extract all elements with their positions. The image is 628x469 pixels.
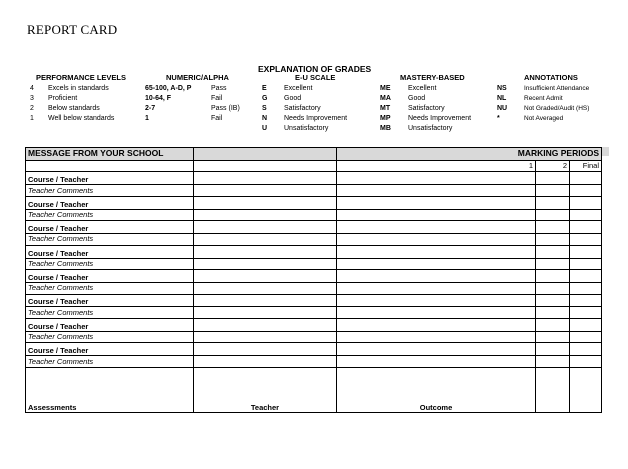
assessment-cell[interactable] bbox=[536, 367, 570, 412]
teacher-comments-label: Teacher Comments bbox=[26, 331, 194, 343]
course-row bbox=[26, 294, 602, 307]
course-teacher-label: Course / Teacher bbox=[26, 294, 194, 307]
comment-cell[interactable] bbox=[194, 307, 337, 319]
comment-row bbox=[26, 234, 602, 246]
teacher-comments-label: Teacher Comments bbox=[26, 356, 194, 368]
grade-cell[interactable] bbox=[337, 294, 536, 307]
numeric-text: Pass (IB) bbox=[211, 105, 240, 112]
grade-cell[interactable] bbox=[337, 196, 536, 209]
comment-cell[interactable] bbox=[194, 282, 337, 294]
comment-row bbox=[26, 356, 602, 368]
period-1-grade[interactable] bbox=[536, 270, 570, 283]
period-1-grade[interactable] bbox=[536, 172, 570, 185]
comment-row bbox=[26, 282, 602, 294]
eu-texts bbox=[284, 84, 347, 134]
comment-cell[interactable] bbox=[536, 185, 570, 197]
comment-cell[interactable] bbox=[337, 356, 536, 368]
mastery-codes bbox=[380, 84, 391, 134]
header-shading-tail bbox=[601, 147, 609, 156]
course-row bbox=[26, 221, 602, 234]
mastery-text: Unsatisfactory bbox=[408, 125, 453, 132]
grade-cell[interactable] bbox=[337, 172, 536, 185]
eu-text: Excellent bbox=[284, 85, 313, 92]
course-row bbox=[26, 172, 602, 185]
comment-cell[interactable] bbox=[337, 331, 536, 343]
period-2-grade[interactable] bbox=[570, 318, 602, 331]
final-grade[interactable] bbox=[570, 282, 602, 294]
eu-text: Good bbox=[284, 95, 302, 102]
assessment-cell[interactable] bbox=[570, 367, 602, 412]
comment-cell[interactable] bbox=[337, 234, 536, 246]
comment-cell[interactable] bbox=[337, 185, 536, 197]
eu-code: G bbox=[262, 95, 268, 102]
performance-code: 2 bbox=[30, 105, 34, 112]
course-row bbox=[26, 196, 602, 209]
numeric-code: 65-100, A-D, P bbox=[145, 85, 192, 92]
comment-cell[interactable] bbox=[194, 331, 337, 343]
course-teacher-label: Course / Teacher bbox=[26, 343, 194, 356]
grade-cell[interactable] bbox=[337, 245, 536, 258]
final-grade[interactable] bbox=[570, 185, 602, 197]
grade-cell[interactable] bbox=[337, 318, 536, 331]
course-row bbox=[26, 245, 602, 258]
eu-text: Unsatisfactory bbox=[284, 125, 329, 132]
comment-cell[interactable] bbox=[337, 209, 536, 221]
blank-cell bbox=[26, 160, 194, 172]
message-cell[interactable] bbox=[194, 148, 337, 161]
course-teacher-label: Course / Teacher bbox=[26, 245, 194, 258]
grade-cell[interactable] bbox=[194, 270, 337, 283]
comment-cell[interactable] bbox=[337, 307, 536, 319]
course-row bbox=[26, 270, 602, 283]
final-grade[interactable] bbox=[570, 356, 602, 368]
course-teacher-label: Course / Teacher bbox=[26, 172, 194, 185]
course-teacher-label: Course / Teacher bbox=[26, 221, 194, 234]
performance-code: 4 bbox=[30, 85, 34, 92]
message-from-school-header: MESSAGE FROM YOUR SCHOOL bbox=[26, 148, 194, 161]
period-1-grade[interactable] bbox=[536, 343, 570, 356]
course-row bbox=[26, 343, 602, 356]
teacher-comments-label: Teacher Comments bbox=[26, 307, 194, 319]
period-1-grade[interactable] bbox=[536, 318, 570, 331]
teacher-comments-label: Teacher Comments bbox=[26, 185, 194, 197]
mastery-text: Good bbox=[408, 95, 426, 102]
teacher-comments-label: Teacher Comments bbox=[26, 258, 194, 270]
comment-cell[interactable] bbox=[536, 258, 570, 270]
numeric-code: 10-64, F bbox=[145, 95, 172, 102]
grade-cell[interactable] bbox=[194, 245, 337, 258]
annotation-code: NL bbox=[497, 95, 507, 102]
period-1-grade[interactable] bbox=[536, 221, 570, 234]
final-grade[interactable] bbox=[570, 307, 602, 319]
grade-cell[interactable] bbox=[337, 270, 536, 283]
performance-code: 1 bbox=[30, 115, 34, 122]
final-grade[interactable] bbox=[570, 234, 602, 246]
course-teacher-label: Course / Teacher bbox=[26, 318, 194, 331]
grade-cell[interactable] bbox=[194, 343, 337, 356]
comment-cell[interactable] bbox=[536, 331, 570, 343]
comment-cell[interactable] bbox=[536, 356, 570, 368]
numeric-texts bbox=[211, 84, 240, 124]
annotation-text: Recent Admit bbox=[524, 95, 563, 102]
grade-cell[interactable] bbox=[194, 172, 337, 185]
course-teacher-label: Course / Teacher bbox=[26, 196, 194, 209]
teacher-comments-label: Teacher Comments bbox=[26, 234, 194, 246]
grade-cell[interactable] bbox=[337, 221, 536, 234]
comment-row bbox=[26, 258, 602, 270]
performance-text: Below standards bbox=[48, 105, 100, 112]
numeric-codes bbox=[145, 84, 191, 124]
final-grade[interactable] bbox=[570, 331, 602, 343]
performance-codes bbox=[30, 84, 34, 124]
grade-cell[interactable] bbox=[194, 221, 337, 234]
comment-row bbox=[26, 307, 602, 319]
numeric-code: 1 bbox=[145, 115, 149, 122]
performance-header: PERFORMANCE LEVELS bbox=[36, 73, 127, 82]
assessments-label: Assessments bbox=[26, 367, 194, 412]
comment-cell[interactable] bbox=[194, 185, 337, 197]
comment-cell[interactable] bbox=[337, 258, 536, 270]
assessment-outcome-label: Outcome bbox=[337, 367, 536, 412]
mastery-code: MA bbox=[380, 95, 391, 102]
assessment-teacher-label: Teacher bbox=[194, 367, 337, 412]
period-final-label: Final bbox=[570, 160, 602, 172]
period-2-grade[interactable] bbox=[570, 221, 602, 234]
eu-header: E-U SCALE bbox=[295, 73, 336, 82]
period-1-grade[interactable] bbox=[536, 294, 570, 307]
mastery-texts bbox=[408, 84, 471, 134]
numeric-code: 2-7 bbox=[145, 105, 156, 112]
mastery-code: ME bbox=[380, 85, 391, 92]
grade-cell[interactable] bbox=[194, 196, 337, 209]
grid-header-row bbox=[26, 148, 602, 161]
teacher-comments-label: Teacher Comments bbox=[26, 282, 194, 294]
annotation-code: * bbox=[497, 115, 500, 122]
comment-cell[interactable] bbox=[337, 282, 536, 294]
period-2-grade[interactable] bbox=[570, 343, 602, 356]
annotation-codes bbox=[497, 84, 507, 124]
period-1-grade[interactable] bbox=[536, 245, 570, 258]
comment-cell[interactable] bbox=[536, 209, 570, 221]
annotation-texts bbox=[524, 84, 589, 124]
final-grade[interactable] bbox=[570, 209, 602, 221]
period-1-label: 1 bbox=[337, 160, 536, 172]
teacher-comments-label: Teacher Comments bbox=[26, 209, 194, 221]
annotation-text: Not Averaged bbox=[524, 115, 564, 122]
performance-text: Proficient bbox=[48, 95, 78, 102]
comment-cell[interactable] bbox=[536, 282, 570, 294]
period-1-grade[interactable] bbox=[536, 196, 570, 209]
mastery-text: Needs Improvement bbox=[408, 115, 472, 122]
comment-row bbox=[26, 209, 602, 221]
eu-text: Satisfactory bbox=[284, 105, 321, 112]
comment-row bbox=[26, 331, 602, 343]
eu-text: Needs Improvement bbox=[284, 115, 348, 122]
period-2-grade[interactable] bbox=[570, 294, 602, 307]
mastery-text: Excellent bbox=[408, 85, 437, 92]
period-2-grade[interactable] bbox=[570, 172, 602, 185]
comment-cell[interactable] bbox=[536, 234, 570, 246]
assessments-row bbox=[26, 367, 602, 412]
comment-cell[interactable] bbox=[194, 258, 337, 270]
grade-cell[interactable] bbox=[337, 343, 536, 356]
grade-cell[interactable] bbox=[194, 294, 337, 307]
comment-cell[interactable] bbox=[536, 307, 570, 319]
mastery-header: MASTERY-BASED bbox=[400, 73, 465, 82]
mastery-code: MP bbox=[380, 115, 391, 122]
grade-cell[interactable] bbox=[194, 318, 337, 331]
eu-code: E bbox=[262, 85, 267, 92]
marking-periods-header: MARKING PERIODS bbox=[337, 148, 602, 161]
annotation-text: Insufficient Attendance bbox=[524, 85, 590, 92]
legend-title: EXPLANATION OF GRADES bbox=[258, 64, 372, 74]
blank-cell bbox=[194, 160, 337, 172]
performance-code: 3 bbox=[30, 95, 34, 102]
mastery-text: Satisfactory bbox=[408, 105, 445, 112]
grades-table bbox=[25, 147, 602, 413]
period-2-grade[interactable] bbox=[570, 270, 602, 283]
numeric-text: Pass bbox=[211, 85, 227, 92]
annotation-code: NU bbox=[497, 105, 508, 112]
numeric-text: Fail bbox=[211, 115, 223, 122]
comment-row bbox=[26, 185, 602, 197]
comment-cell[interactable] bbox=[194, 234, 337, 246]
eu-codes bbox=[262, 84, 267, 134]
period-2-grade[interactable] bbox=[570, 245, 602, 258]
mastery-code: MB bbox=[380, 125, 391, 132]
annotations-header: ANNOTATIONS bbox=[524, 73, 578, 82]
numeric-text: Fail bbox=[211, 95, 223, 102]
eu-code: U bbox=[262, 125, 268, 132]
performance-text: Excels in standards bbox=[48, 85, 109, 92]
performance-texts bbox=[48, 84, 114, 124]
annotation-code: NS bbox=[497, 85, 507, 92]
eu-code: N bbox=[262, 115, 268, 122]
course-teacher-label: Course / Teacher bbox=[26, 270, 194, 283]
period-2-label: 2 bbox=[536, 160, 570, 172]
mastery-code: MT bbox=[380, 105, 391, 112]
annotation-text: Not Graded/Audit (HS) bbox=[524, 105, 590, 112]
eu-code: S bbox=[262, 105, 267, 112]
period-label-row bbox=[26, 160, 602, 172]
performance-text: Well below standards bbox=[48, 115, 115, 122]
final-grade[interactable] bbox=[570, 258, 602, 270]
comment-cell[interactable] bbox=[194, 209, 337, 221]
page-title: REPORT CARD bbox=[27, 22, 118, 37]
course-row bbox=[26, 318, 602, 331]
comment-cell[interactable] bbox=[194, 356, 337, 368]
period-2-grade[interactable] bbox=[570, 196, 602, 209]
numeric-header: NUMERIC/ALPHA bbox=[166, 73, 229, 82]
